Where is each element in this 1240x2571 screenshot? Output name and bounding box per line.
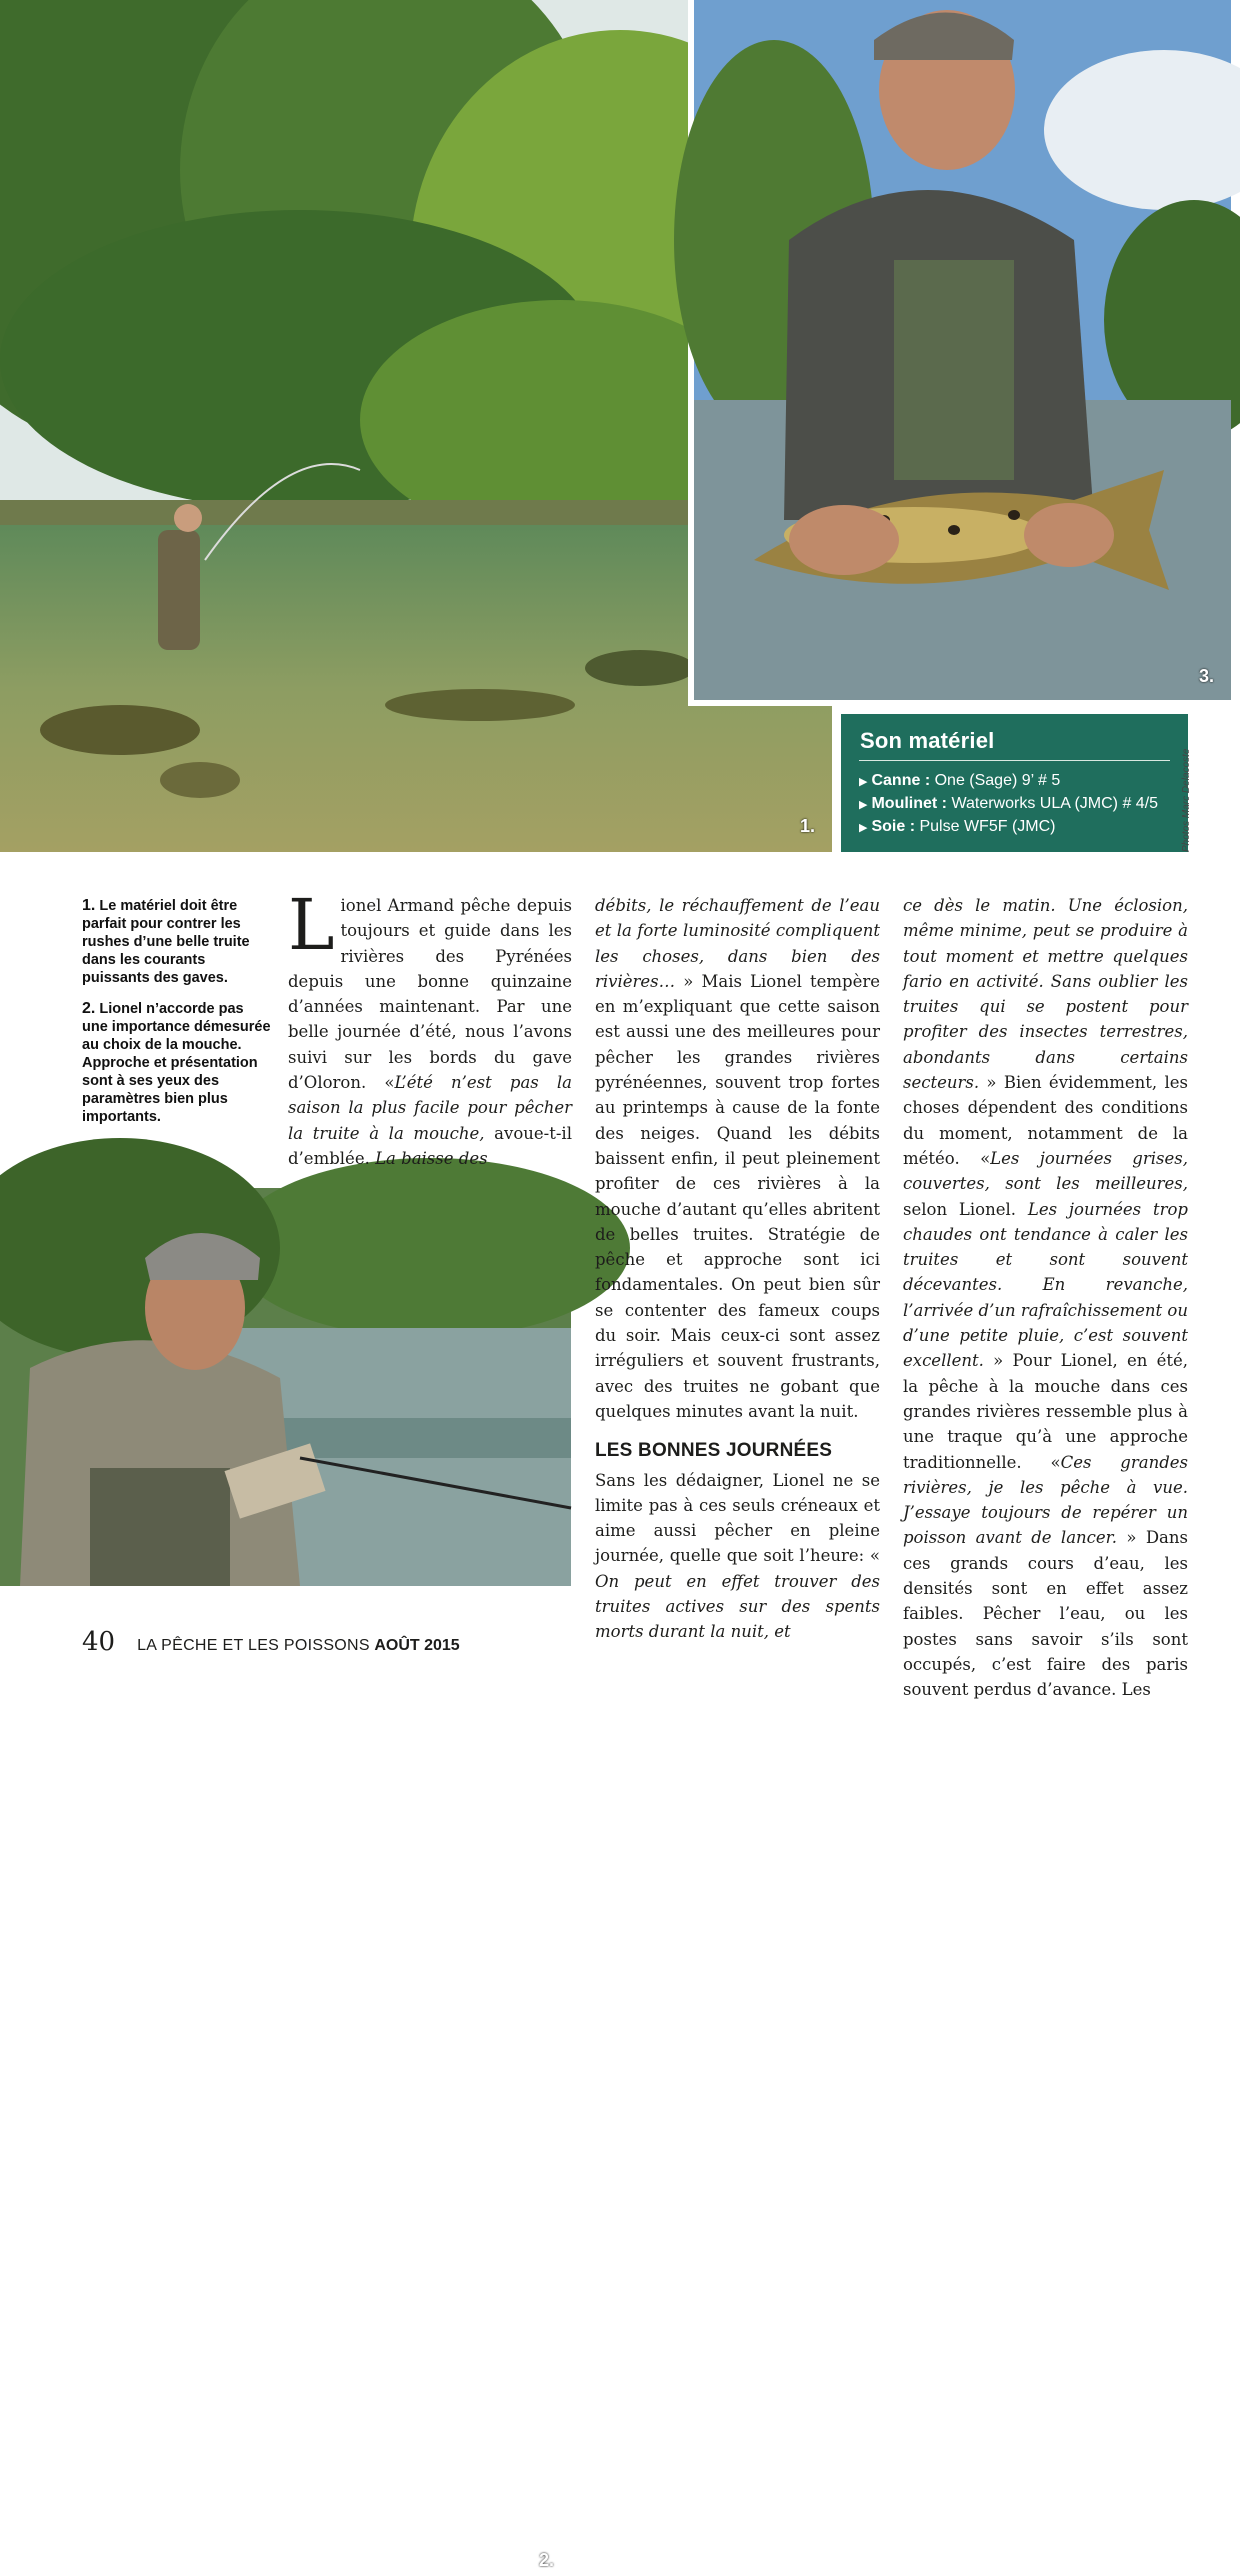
article-text: Sans les dédaigner, Lionel ne se limite pas à ces seuls créneaux et aime aussi pêcher en pleine journée, quelle que soit l’heure: « <box>595 1470 880 1566</box>
gear-item-rod <box>859 772 1060 790</box>
photo-angler-holding-trout <box>688 0 1231 706</box>
article-text: » Bien évidemment, les choses dépendent des conditions du moment, notamment de la météo. « <box>903 1073 1188 1168</box>
article-quote: L’été n’est pas la saison la plus facile pour pêcher la truite à la mouche, <box>288 1073 572 1143</box>
photo-number-1: 1. <box>800 816 816 836</box>
article-subhead: LES BONNES JOURNÉES <box>595 1440 833 1462</box>
gear-item-value: One (Sage) 9’ # 5 <box>934 772 1061 789</box>
article-text: selon Lionel. <box>903 1199 1017 1219</box>
caption-number: 1. <box>82 897 96 914</box>
caption-2 <box>82 1000 272 1126</box>
bullet-triangle-icon: ▶ <box>859 822 868 834</box>
article-column-2 <box>595 893 880 1645</box>
article-text: avoue-t-il d’emblée. <box>288 1123 572 1168</box>
caption-number: 2. <box>82 1000 96 1017</box>
gear-item-reel <box>859 795 1158 813</box>
article-quote: débits, le réchauffement de l’eau et la forte luminosité compliquent les choses, dans bien des rivières… <box>595 896 880 991</box>
page-footer <box>82 1627 460 1657</box>
gear-item-value: Pulse WF5F (JMC) <box>919 818 1056 835</box>
caption-1 <box>82 897 272 987</box>
photo-credit: Photos Marc Delacoste <box>1181 748 1192 852</box>
article-text: » Dans ces grands cours d’eau, les densités sont en effet assez faibles. Pêcher l’eau, ou les postes sans savoir s’ils sont occupés, c’est faire des paris souvent perdus d’avance. Les <box>903 1528 1188 1700</box>
gear-item-line <box>859 818 1055 836</box>
article-quote: ce dès le matin. Une éclosion, même minime, peut se produire à tout moment et mettre quelques fario en activité. Sans oublier les truites qui se postent pour profiter des insectes terrestres, abondants dans certains secteurs. <box>903 896 1188 1093</box>
photo-number-3: 3. <box>1199 666 1215 686</box>
bullet-triangle-icon: ▶ <box>859 799 868 811</box>
gear-item-value: Waterworks ULA (JMC) # 4/5 <box>951 795 1159 812</box>
article-column-1 <box>288 884 572 1171</box>
drop-cap: L <box>288 884 335 966</box>
article-quote: Les journées grises, couvertes, sont les meilleures, <box>903 1148 1188 1194</box>
article-quote: On peut en effet trouver des truites actives sur des spents morts durant la nuit, et <box>595 1571 880 1642</box>
gear-item-label: Moulinet : <box>871 795 948 812</box>
caption-text: Le matériel doit être parfait pour contrer les rushes d’une belle truite dans les courants puissants des gaves. <box>82 898 250 986</box>
gear-item-label: Canne : <box>871 772 931 789</box>
article-column-3 <box>903 893 1188 1703</box>
gear-box-title: Son matériel <box>860 728 995 753</box>
article-quote: Les journées trop chaudes ont tendance à caler les truites et sont souvent décevantes. En revanche, l’arrivée d’un rafraîchissement ou d’une petite pluie, c’est souvent excellent. <box>903 1199 1188 1371</box>
photo-number-2: 2. <box>539 2550 555 2570</box>
gear-box <box>841 714 1188 852</box>
magazine-name: LA PÊCHE ET LES POISSONS <box>137 1637 370 1654</box>
gear-box-divider <box>859 760 1170 761</box>
caption-text: Lionel n’accorde pas une importance démesurée au choix de la mouche. Approche et présentation sont à ses yeux des paramètres bien plus importants. <box>82 1001 271 1125</box>
bullet-triangle-icon: ▶ <box>859 776 868 788</box>
issue-date: AOÛT 2015 <box>374 1637 460 1654</box>
article-text: » Mais Lionel tempère en m’expliquant que cette saison est aussi une des meilleures pour pêcher les grandes rivières pyrénéennes, souvent trop fortes au printemps à cause de la fonte des neiges. Quand les débits baissent enfin, il peut pleinement profiter de ces rivières à la mouche d’autant qu’elles abritent de belles truites. Stratégie de pêche et approche sont ici fondamentales. On peut bien sûr se contenter des fameux coups du soir. Mais ceux-ci sont assez irréguliers et souvent frustrants, avec des truites ne gobant que quelques minutes avant la nuit. <box>595 971 880 1421</box>
article-quote: Ces grandes rivières, je les pêche à vue. J’essaye toujours de repérer un poisson avant de lancer. <box>903 1452 1188 1548</box>
article-text: » Pour Lionel, en été, la pêche à la mouche dans ces grandes rivières ressemble plus à une traque qu’à une approche traditionnelle. « <box>903 1351 1188 1472</box>
gear-item-label: Soie : <box>871 818 916 835</box>
article-quote: La baisse des <box>375 1148 488 1168</box>
page-number: 40 <box>82 1627 116 1657</box>
article-text: ionel Armand pêche depuis toujours et guide dans les rivières des Pyrénées depuis une bonne quinzaine d’années maintenant. Par une belle journée d’été, nous l’avons suivi sur les bords du gave d’Oloron. « <box>288 896 572 1093</box>
